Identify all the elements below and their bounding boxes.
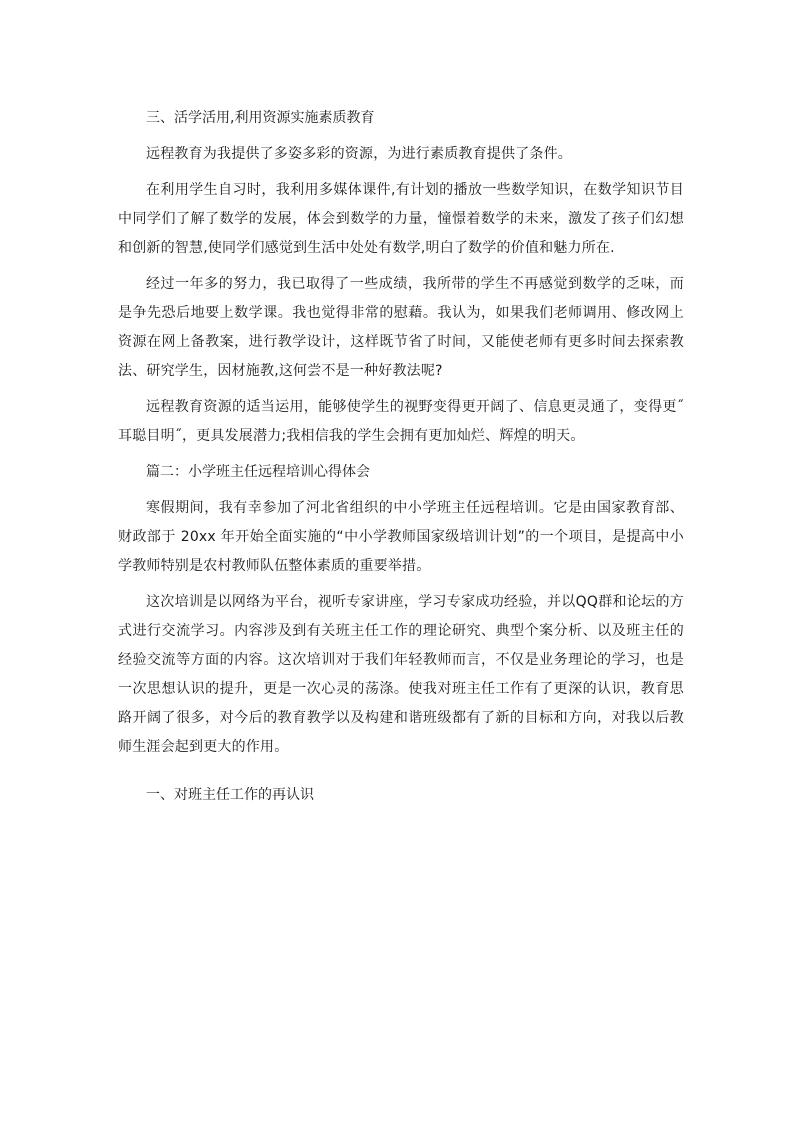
paragraph-3: 经过一年多的努力，我已取得了一些成绩，我所带的学生不再感觉到数学的乏味，而是争先恐后地要上数学课。我也觉得非常的慰藉。我认为，如果我们老师调用、修改网上资源在网上备教案，进行教学设计，这样既节省了时间，又能使老师有更多时间去探索教法、研究学生，因材施教,这何尝不是一种好教法呢? bbox=[118, 276, 684, 379]
paragraph-5: 寒假期间，我有幸参加了河北省组织的中小学班主任远程培训。它是由国家教育部、财政部于 20xx 年开始全面实施的“中小学教师国家级培训计划”的一个项目，是提高中小学教师特别是农村教师队伍整体素质的重要举措。 bbox=[118, 500, 684, 574]
section-heading-3: 三、活学活用,利用资源实施素质教育 bbox=[146, 110, 375, 126]
paragraph-6: 这次培训是以网络为平台，视听专家讲座，学习专家成功经验，并以QQ群和论坛的方式进行交流学习。内容涉及到有关班主任工作的理论研究、典型个案分析、以及班主任的经验交流等方面的内容。这次培训对于我们年轻教师而言，不仅是业务理论的学习，也是一次思想认识的提升，更是一次心灵的荡涤。使我对班主任工作有了更深的认识，教育思路开阔了很多，对今后的教育教学以及构建和谐班级都有了新的目标和方向，对我以后教师生涯会起到更大的作用。 bbox=[118, 594, 684, 755]
document-body bbox=[118, 104, 684, 810]
paragraph-2: 在利用学生自习时，我利用多媒体课件,有计划的播放一些数学知识，在数学知识节目中同学们了解了数学的发展，体会到数学的力量，憧憬着数学的未来，激发了孩子们幻想和创新的智慧,使同学们感觉到生活中处处有数学,明白了数学的价值和魅力所在. bbox=[118, 182, 684, 256]
paragraph-4: 远程教育资源的适当运用，能够使学生的视野变得更开阔了、信息更灵通了，变得更˝耳聪目明˝，更具发展潜力;我相信我的学生会拥有更加灿烂、辉煌的明天。 bbox=[118, 399, 684, 444]
article-heading-2: 篇二：小学班主任远程培训心得体会 bbox=[146, 464, 370, 480]
section-heading-1: 一、对班主任工作的再认识 bbox=[146, 787, 314, 803]
paragraph-1: 远程教育为我提供了多姿多彩的资源，为进行素质教育提供了条件。 bbox=[146, 146, 572, 162]
